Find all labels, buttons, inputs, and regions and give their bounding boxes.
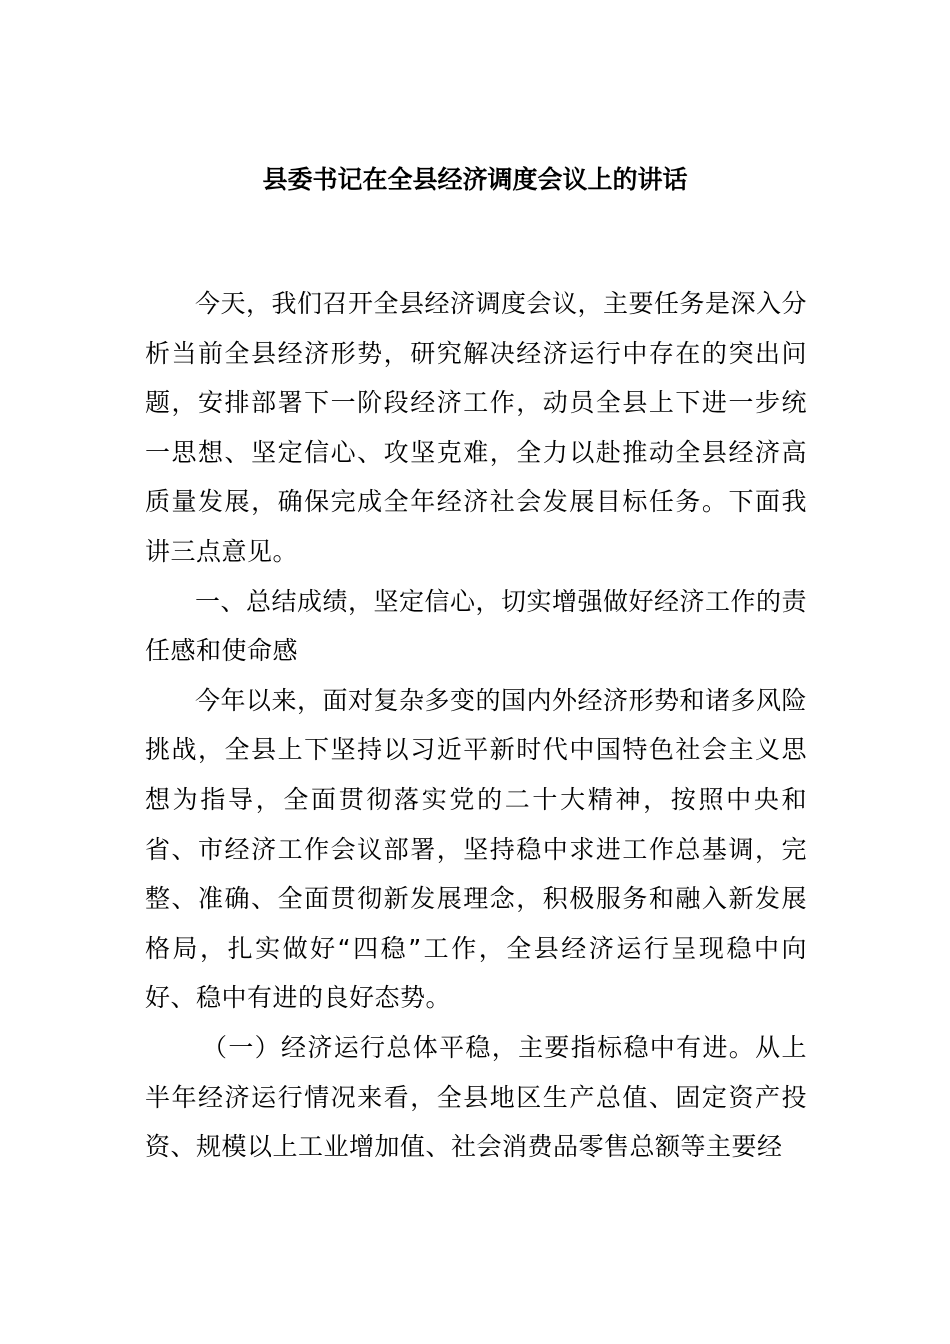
paragraph-subsection-one: （一）经济运行总体平稳，主要指标稳中有进。从上半年经济运行情况来看，全县地区生产总值、固定资产投资、规模以上工业增加值、社会消费品零售总额等主要经: [145, 1032, 807, 1162]
paragraph-intro: 今天，我们召开全县经济调度会议，主要任务是深入分析当前全县经济形势，研究解决经济运行中存在的突出问题，安排部署下一阶段经济工作，动员全县上下进一步统一思想、坚定信心、攻坚克难，全力以赴推动全县经济高质量发展，确保完成全年经济社会发展目标任务。下面我讲三点意见。: [145, 289, 808, 566]
document-body: [145, 279, 807, 1172]
paragraph-achievements: 今年以来，面对复杂多变的国内外经济形势和诸多风险挑战，全县上下坚持以习近平新时代中国特色社会主义思想为指导，全面贯彻落实党的二十大精神，按照中央和省、市经济工作会议部署，坚持稳中求进工作总基调，完整、准确、全面贯彻新发展理念，积极服务和融入新发展格局，扎实做好“四稳”工作，全县经济运行呈现稳中向好、稳中有进的良好态势。: [145, 685, 808, 1013]
document-title: 县委书记在全县经济调度会议上的讲话: [262, 165, 688, 194]
section-heading-one: 一、总结成绩，坚定信心，切实增强做好经济工作的责任感和使命感: [145, 586, 808, 666]
